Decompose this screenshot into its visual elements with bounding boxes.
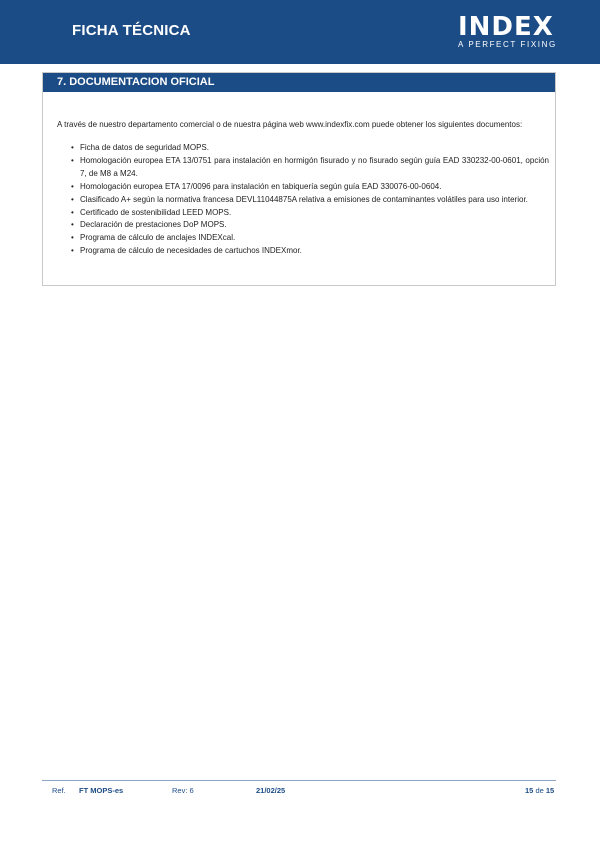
- list-item: • Declaración de prestaciones DoP MOPS.: [57, 219, 549, 232]
- ref-label: Ref.: [52, 786, 66, 795]
- list-item: • Programa de cálculo de necesidades de cartuchos INDEXmor.: [57, 245, 549, 258]
- list-item: • Homologación europea ETA 13/0751 para instalación en hormigón fisurado y no fisurado según guía EAD 330232-00-0601, opción 7, de M8 a M24.: [71, 155, 549, 178]
- bullet-icon: •: [71, 220, 74, 230]
- bullet-icon: •: [71, 233, 74, 243]
- section-intro: A través de nuestro departamento comercial o de nuestra página web www.indexfix.com puede obtener los siguientes documentos:: [57, 120, 523, 129]
- ref-value: FT MOPS-es: [79, 786, 124, 795]
- list-item: • Homologación europea ETA 17/0096 para instalación en tabiquería según guía EAD 330076-00-0604.: [57, 181, 549, 194]
- bullet-icon: •: [71, 155, 74, 165]
- section-header-bar: [43, 73, 555, 92]
- page-footer: [0, 786, 600, 798]
- page-current: 15: [525, 786, 534, 795]
- bullet-icon: •: [71, 194, 74, 204]
- list-item: • Certificado de sostenibilidad LEED MOPS.: [57, 207, 549, 220]
- section-title: 7. DOCUMENTACION OFICIAL: [57, 76, 215, 88]
- footer-divider: [42, 780, 556, 781]
- list-item: • Ficha de datos de seguridad MOPS.: [57, 142, 549, 155]
- bullet-icon: •: [71, 181, 74, 191]
- list-item: • Clasificado A+ según la normativa francesa DEVL11044875A relativa a emisiones de contaminantes volátiles para uso interior.: [57, 194, 549, 207]
- revision: Rev: 6: [172, 786, 194, 795]
- list-item: • Programa de cálculo de anclajes INDEXcal.: [57, 232, 549, 245]
- page-number: [525, 786, 554, 795]
- documentation-section: [42, 72, 556, 286]
- bullet-icon: •: [71, 207, 74, 217]
- page-total: 15: [545, 786, 555, 795]
- page-of: de: [535, 786, 544, 795]
- index-logo: [456, 12, 564, 52]
- logo-wordmark: INDEX: [458, 12, 554, 42]
- bullet-icon: •: [71, 143, 74, 152]
- page-header: [0, 0, 600, 64]
- date: 21/02/25: [256, 786, 286, 795]
- document-list: [57, 142, 549, 258]
- document-type-title: FICHA TÉCNICA: [72, 22, 191, 39]
- logo-tagline: A PERFECT FIXING: [458, 40, 557, 49]
- bullet-icon: •: [71, 246, 74, 256]
